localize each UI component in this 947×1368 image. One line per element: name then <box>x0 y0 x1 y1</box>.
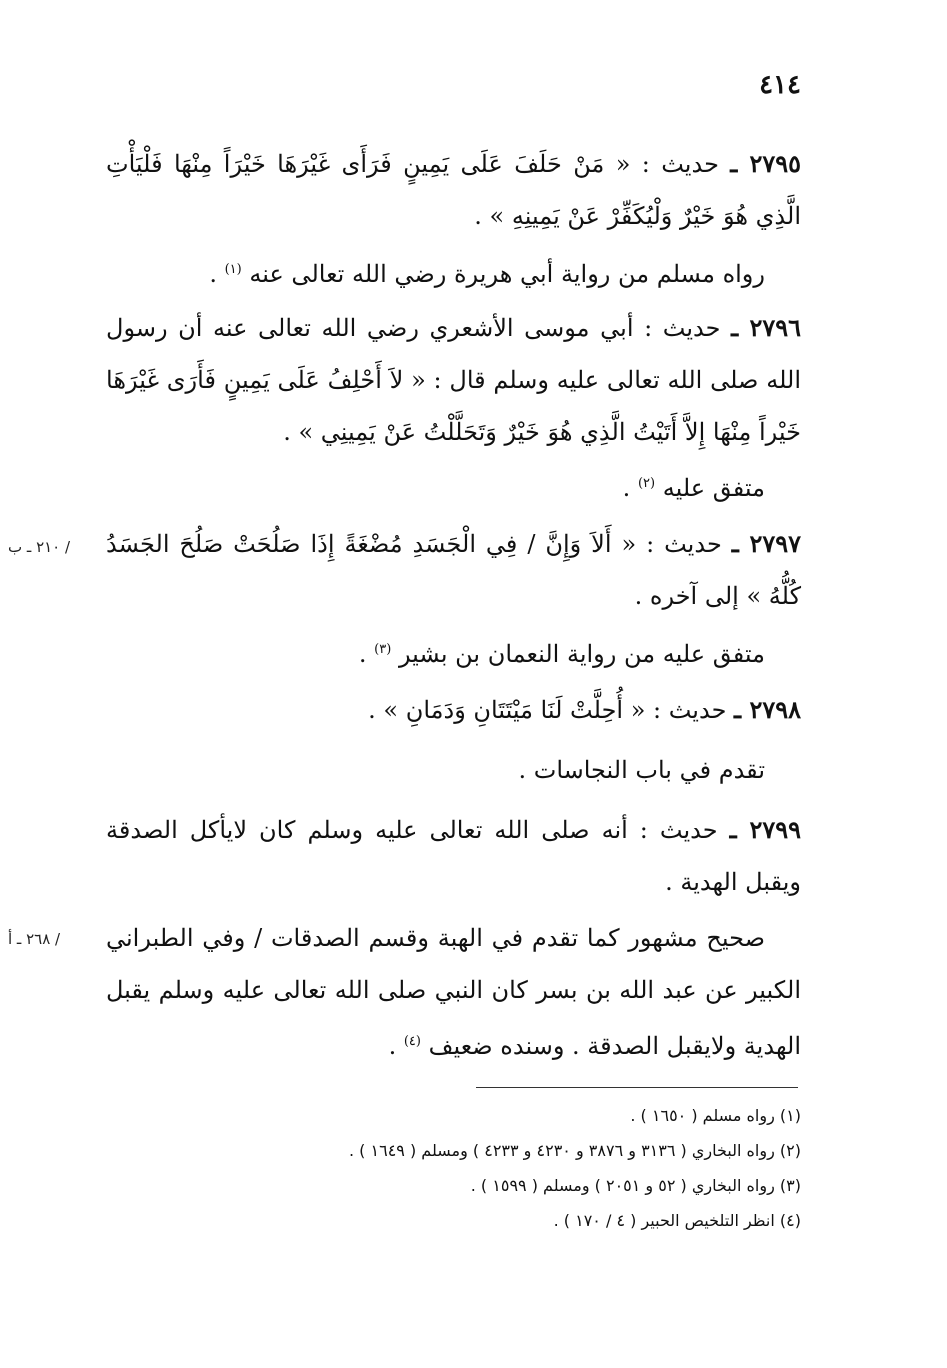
margin-folio-note-1: / ٢١٠ ـ ب <box>8 538 71 556</box>
footnote-ref: (١) <box>224 262 242 277</box>
footnote-2: (٢) رواه البخاري ( ٣١٣٦ و ٣٨٧٦ و ٤٢٣٠ و ٤٢٣٣ ) ومسلم ( ١٦٤٩ ) . <box>349 1141 801 1160</box>
source-text: صحيح مشهور كما تقدم في الهبة وقسم الصدقات / وفي الطبراني الكبير عن عبد الله بن بسر كان النبي صلى الله تعالى عليه وسلم يقبل الهدية ولايقبل الصدقة . وسنده ضعيف <box>106 924 801 1060</box>
entry-text: حديث : « أَلاَ وَإِنَّ / فِي الْجَسَدِ مُضْغَةً إِذَا صَلُحَتْ صَلُحَ الجَسَدُ كُلُّهُ » إلى آخره . <box>106 530 801 610</box>
entry-text: حديث : أنه صلى الله تعالى عليه وسلم كان لايأكل الصدقة ويقبل الهدية . <box>106 816 801 896</box>
source-text: تقدم في باب النجاسات . <box>518 756 765 784</box>
source-note-5 <box>106 912 801 1072</box>
source-text: متفق عليه من رواية النعمان بن بشير <box>398 640 765 668</box>
source-end: . <box>358 640 367 668</box>
entry-text: حديث : « مَنْ حَلَفَ عَلَى يَمِينٍ فَرَأَى غَيْرَهَا خَيْرَاً مِنْهَا فَلْيَأْتِ الَّذِي هُوَ خَيْرٌ وَلْيُكَفِّرْ عَنْ يَمِينِهِ » . <box>106 150 801 230</box>
source-text: متفق عليه <box>662 474 765 502</box>
hadith-entry-2798 <box>106 684 801 736</box>
source-end: . <box>209 260 217 288</box>
entry-number: ٢٧٩٧ ـ <box>731 529 801 558</box>
source-note-3 <box>106 624 801 680</box>
footnote-3: (٣) رواه البخاري ( ٥٢ و ٢٠٥١ ) ومسلم ( ١٥٩٩ ) . <box>470 1176 801 1195</box>
source-end: . <box>622 474 631 502</box>
hadith-entry-2796 <box>106 302 801 458</box>
hadith-entry-2799 <box>106 804 801 908</box>
entry-number: ٢٧٩٩ ـ <box>729 815 801 844</box>
page-number: ٤١٤ <box>759 70 801 100</box>
entry-text: حديث : أبي موسى الأشعري رضي الله تعالى عنه أن رسول الله صلى الله تعالى عليه وسلم قال : « لاَ أَحْلِفُ عَلَى يَمِينٍ فَأَرَى غَيْرَهَا خَيْراً مِنْهَا إِلاَّ أَتَيْتُ الَّذِي هُوَ خَيْرٌ وَتَحَلَّلْتُ عَنْ يَمِينِي » . <box>106 314 801 446</box>
footnote-ref: (٣) <box>374 642 392 657</box>
footnote-ref: (٤) <box>403 1034 421 1049</box>
source-note-2 <box>106 458 801 514</box>
entry-number: ٢٧٩٨ ـ <box>734 695 801 724</box>
footnotes-section <box>106 1098 801 1238</box>
entry-text: حديث : « أُحِلَّتْ لَنَا مَيْتَتَانِ وَدَمَانِ » . <box>368 696 727 724</box>
source-note-4 <box>106 744 801 796</box>
source-text: رواه مسلم من رواية أبي هريرة رضي الله تعالى عنه <box>249 260 765 288</box>
hadith-entry-2797 <box>106 518 801 622</box>
hadith-entry-2795 <box>106 138 801 242</box>
margin-folio-note-2: / ٢٦٨ ـ أ <box>8 930 61 948</box>
entry-number: ٢٧٩٦ ـ <box>731 313 801 342</box>
source-note-1 <box>106 244 801 300</box>
source-end: . <box>388 1032 397 1060</box>
footnote-ref: (٢) <box>637 476 656 491</box>
footnote-divider <box>476 1087 798 1088</box>
entry-number: ٢٧٩٥ ـ <box>730 149 801 178</box>
footnote-1: (١) رواه مسلم ( ١٦٥٠ ) . <box>630 1106 801 1125</box>
footnote-4: (٤) انظر التلخيص الحبير ( ٤ / ١٧٠ ) . <box>553 1211 801 1230</box>
